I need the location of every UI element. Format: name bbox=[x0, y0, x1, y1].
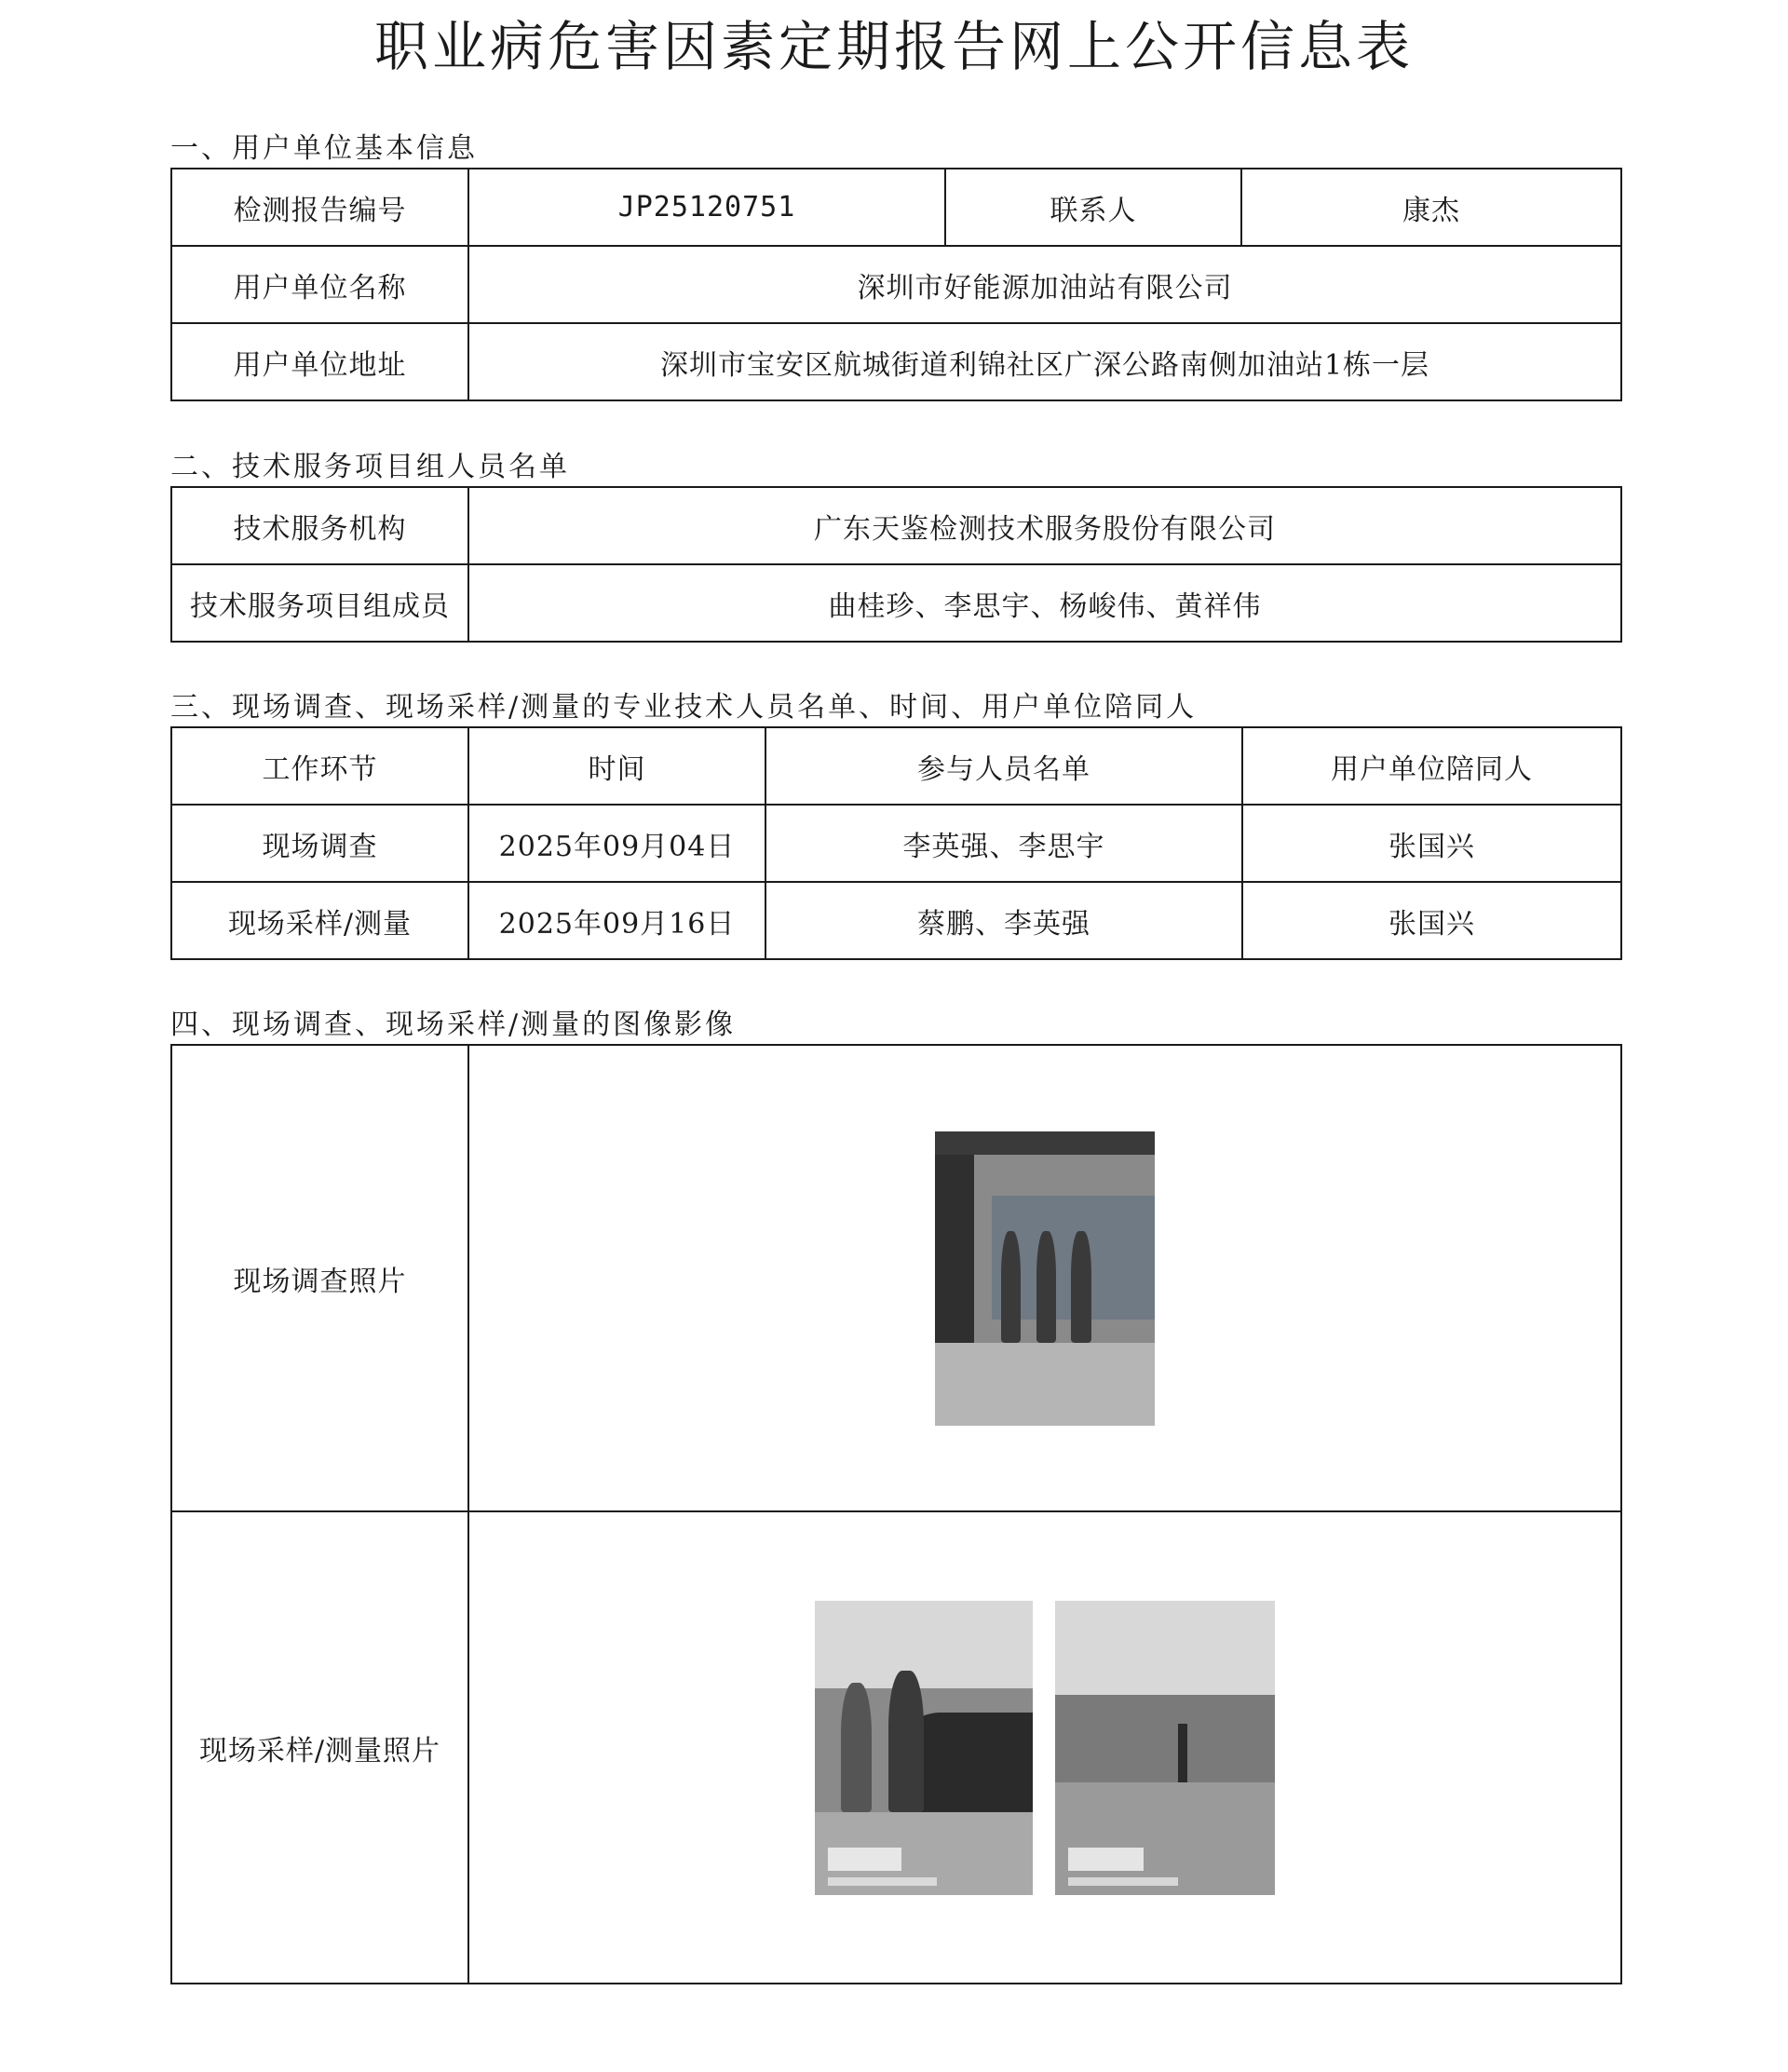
members-label: 技术服务项目组成员 bbox=[171, 564, 468, 642]
section-heading-basic-info: 一、用户单位基本信息 bbox=[170, 132, 478, 165]
sampling-photo-label: 现场采样/测量照片 bbox=[171, 1511, 468, 1984]
table-row bbox=[171, 487, 1621, 564]
section-heading-team: 二、技术服务项目组人员名单 bbox=[170, 451, 570, 483]
survey-photo bbox=[935, 1131, 1155, 1426]
org-label: 技术服务机构 bbox=[171, 487, 468, 564]
table-row bbox=[171, 1511, 1621, 1984]
row-participants: 李英强、李思宇 bbox=[765, 805, 1242, 882]
header-time: 时间 bbox=[468, 727, 765, 805]
unit-address-label: 用户单位地址 bbox=[171, 323, 468, 400]
page-title: 职业病危害因素定期报告网上公开信息表 bbox=[373, 15, 1414, 78]
table-header-row bbox=[171, 727, 1621, 805]
photos-table bbox=[170, 1044, 1622, 1984]
row-stage: 现场调查 bbox=[171, 805, 468, 882]
team-table bbox=[170, 486, 1622, 643]
members-value: 曲桂珍、李思宇、杨峻伟、黄祥伟 bbox=[468, 564, 1621, 642]
unit-name-label: 用户单位名称 bbox=[171, 246, 468, 323]
sampling-photo-cell bbox=[468, 1511, 1621, 1984]
org-value: 广东天鉴检测技术服务股份有限公司 bbox=[468, 487, 1621, 564]
table-row bbox=[171, 882, 1621, 959]
header-participants: 参与人员名单 bbox=[765, 727, 1242, 805]
table-row bbox=[171, 1045, 1621, 1511]
header-escort: 用户单位陪同人 bbox=[1242, 727, 1621, 805]
sampling-photo-1 bbox=[815, 1601, 1033, 1895]
row-participants: 蔡鹏、李英强 bbox=[765, 882, 1242, 959]
sampling-photo-2 bbox=[1055, 1601, 1275, 1895]
report-no-label: 检测报告编号 bbox=[171, 169, 468, 246]
section-heading-personnel: 三、现场调查、现场采样/测量的专业技术人员名单、时间、用户单位陪同人 bbox=[170, 691, 1198, 724]
survey-photo-label: 现场调查照片 bbox=[171, 1045, 468, 1511]
header-stage: 工作环节 bbox=[171, 727, 468, 805]
report-no-value: JP25120751 bbox=[468, 169, 945, 246]
contact-value: 康杰 bbox=[1241, 169, 1621, 246]
contact-label: 联系人 bbox=[945, 169, 1241, 246]
basic-info-table bbox=[170, 168, 1622, 401]
unit-name-value: 深圳市好能源加油站有限公司 bbox=[468, 246, 1621, 323]
row-escort: 张国兴 bbox=[1242, 805, 1621, 882]
unit-address-value: 深圳市宝安区航城街道利锦社区广深公路南侧加油站1栋一层 bbox=[468, 323, 1621, 400]
personnel-table bbox=[170, 726, 1622, 960]
table-row bbox=[171, 169, 1621, 246]
table-row bbox=[171, 246, 1621, 323]
row-escort: 张国兴 bbox=[1242, 882, 1621, 959]
survey-photo-cell bbox=[468, 1045, 1621, 1511]
row-time: 2025年09月04日 bbox=[468, 805, 765, 882]
row-time: 2025年09月16日 bbox=[468, 882, 765, 959]
section-heading-photos: 四、现场调查、现场采样/测量的图像影像 bbox=[170, 1009, 737, 1041]
row-stage: 现场采样/测量 bbox=[171, 882, 468, 959]
table-row bbox=[171, 564, 1621, 642]
table-row bbox=[171, 323, 1621, 400]
table-row bbox=[171, 805, 1621, 882]
